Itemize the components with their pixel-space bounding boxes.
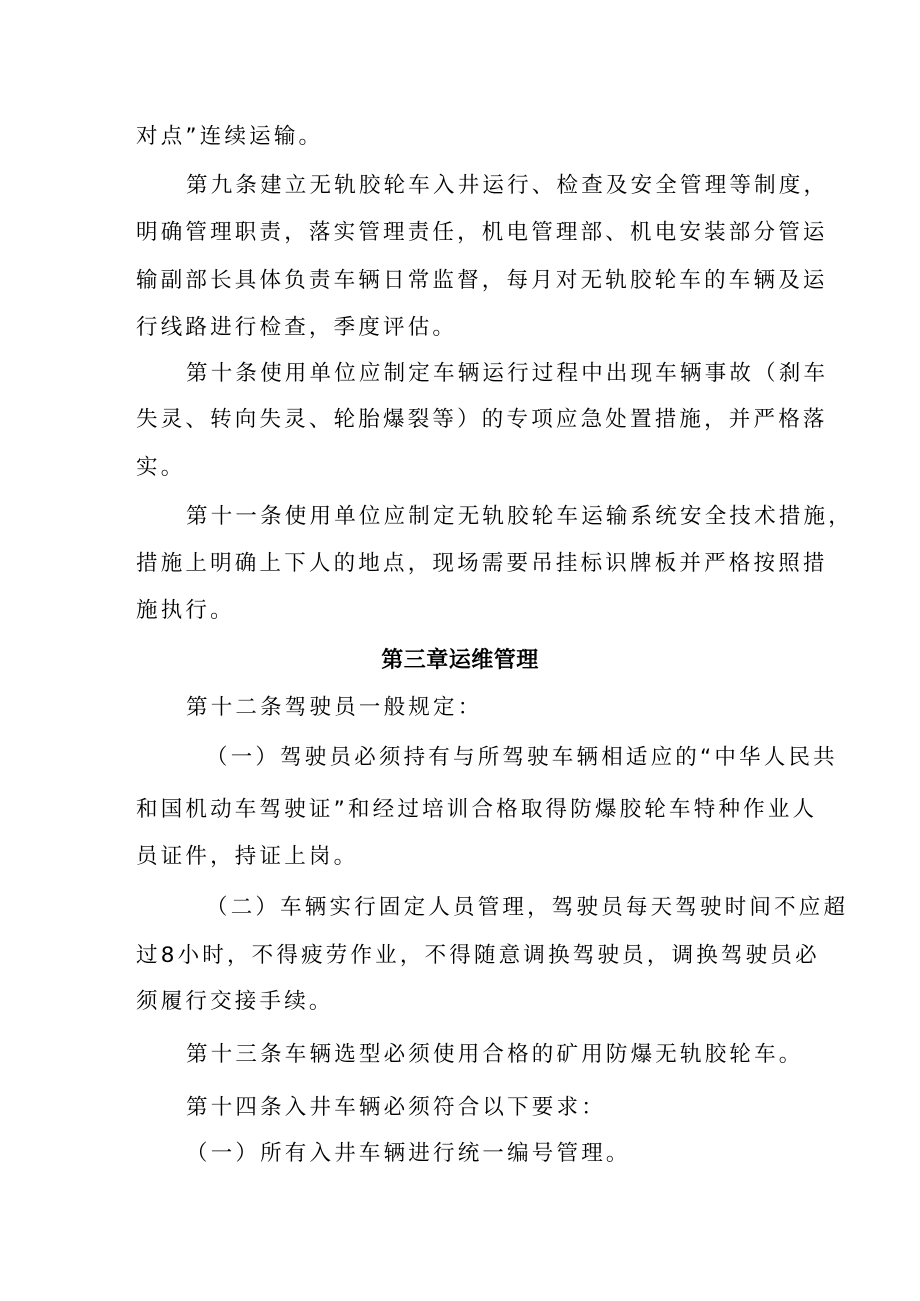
text-line: 明确管理职责，落实管理责任，机电管理部、机电安装部分管运 [136, 220, 828, 245]
text-line: 须履行交接手续。 [136, 989, 334, 1014]
item-1-line: （一）所有入井车辆进行统一编号管理。 [186, 1141, 631, 1166]
text-line: 过8小时，不得疲劳作业，不得随意调换驾驶员，调换驾驶员必 [136, 943, 820, 968]
chapter-heading: 第三章运维管理 [381, 648, 539, 673]
article-13-line: 第十三条车辆选型必须使用合格的矿用防爆无轨胶轮车。 [186, 1042, 804, 1067]
text-line: 实。 [136, 455, 186, 480]
item-2-line: （二）车辆实行固定人员管理，驾驶员每天驾驶时间不应超 [206, 895, 849, 920]
text-line: 施执行。 [136, 598, 235, 623]
article-14-line: 第十四条入井车辆必须符合以下要求： [186, 1095, 606, 1120]
article-9-line: 第九条建立无轨胶轮车入井运行、检查及安全管理等制度， [186, 173, 829, 198]
article-12-line: 第十二条驾驶员一般规定： [186, 695, 483, 720]
text-line: 输副部长具体负责车辆日常监督，每月对无轨胶轮车的车辆及运 [136, 268, 828, 293]
text-line: 行线路进行检查，季度评估。 [136, 315, 458, 340]
text-line: 和国机动车驾驶证”和经过培训合格取得防爆胶轮车特种作业人 [136, 797, 818, 822]
item-1-line: （一）驾驶员必须持有与所驾驶车辆相适应的“中华人民共 [206, 745, 838, 770]
article-10-line: 第十条使用单位应制定车辆运行过程中出现车辆事故（刹车 [186, 361, 829, 386]
text-line: 失灵、转向失灵、轮胎爆裂等）的专项应急处置措施，并严格落 [136, 407, 828, 432]
article-11-line: 第十一条使用单位应制定无轨胶轮车运输系统安全技术措施， [186, 504, 853, 529]
text-line: 对点”连续运输。 [136, 124, 324, 149]
text-line: 员证件，持证上岗。 [136, 844, 359, 869]
text-line: 措施上明确上下人的地点，现场需要吊挂标识牌板并严格按照措 [136, 551, 828, 576]
